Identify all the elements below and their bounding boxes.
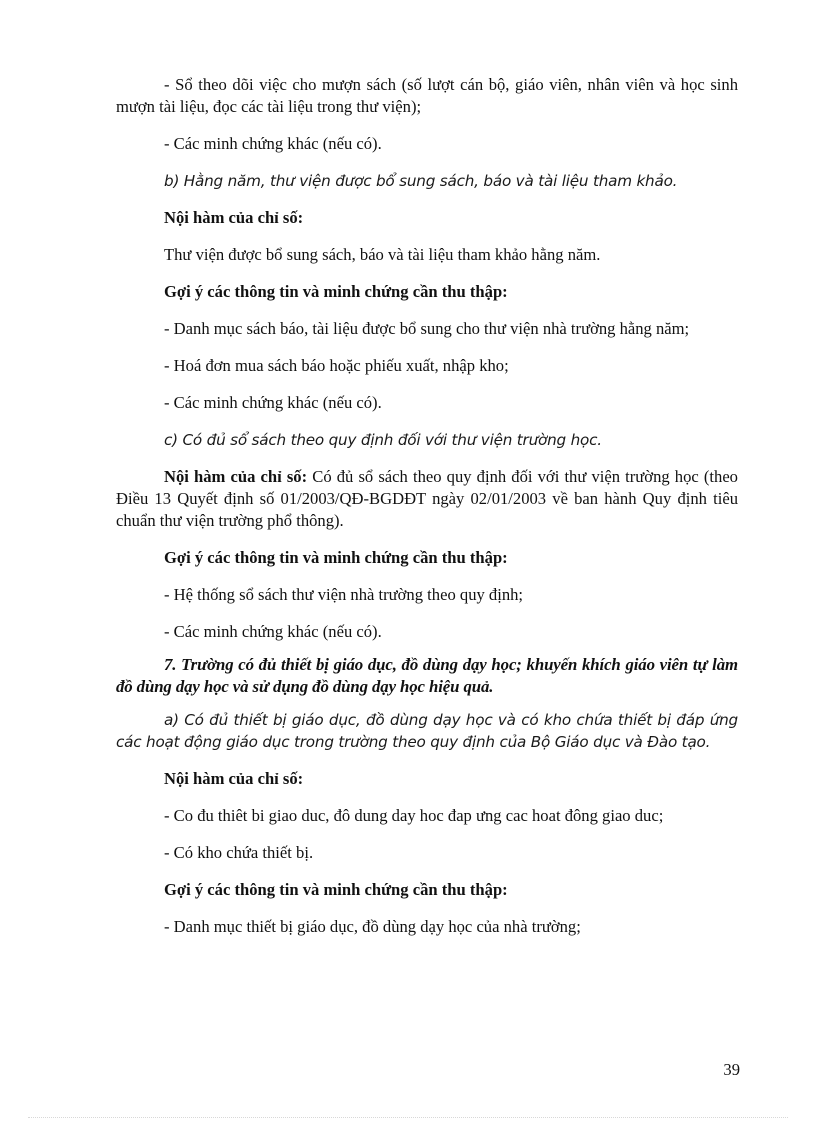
indicator-scope-heading: Nội hàm của chỉ số:: [164, 208, 304, 227]
evidence-item-ledger-system: - Hệ thống sổ sách thư viện nhà trường theo quy định;: [164, 585, 524, 604]
page-number: 39: [723, 1060, 740, 1079]
indicator-scope-paragraph: [116, 466, 738, 532]
evidence-item-other: - Các minh chứng khác (nếu có).: [164, 134, 382, 153]
evidence-item-equipment-list: - Danh mục thiết bị giáo dục, đồ dùng dạy học của nhà trường;: [164, 917, 581, 936]
evidence-item-catalog: - Danh mục sách báo, tài liệu được bổ sung cho thư viện nhà trường hằng năm;: [164, 319, 690, 338]
page-content: [116, 74, 738, 938]
indicator-scope-heading: Nội hàm của chỉ số:: [164, 769, 304, 788]
evidence-suggestion-heading: Gợi ý các thông tin và minh chứng cần thu thập:: [164, 880, 508, 899]
indicator-item-equipment: - Co đu thiêt bi giao duc, đô dung day hoc đap ưng cac hoat đông giao duc;: [164, 806, 664, 825]
section-7-heading: 7. Trường có đủ thiết bị giáo dục, đồ dùng dạy học; khuyến khích giáo viên tự làm đồ dùng dạy học và sử dụng đồ dùng dạy học hiệu quả.: [116, 655, 738, 696]
indicator-scope-text: Có đủ sổ sách theo quy định đối với thư viện trường học (theo Điều 13 Quyết định số 01/2003/QĐ-BGDĐT ngày 02/01/2003 về ban hành Quy định tiêu chuẩn thư viện trường phổ thông).: [116, 467, 738, 530]
criterion-c-heading: c) Có đủ sổ sách theo quy định đối với thư viện trường học.: [164, 431, 602, 449]
evidence-item-other: - Các minh chứng khác (nếu có).: [164, 393, 382, 412]
criterion-b-heading: b) Hằng năm, thư viện được bổ sung sách, báo và tài liệu tham khảo.: [164, 172, 678, 190]
evidence-item-invoice: - Hoá đơn mua sách báo hoặc phiếu xuất, nhập kho;: [164, 356, 509, 375]
evidence-suggestion-heading: Gợi ý các thông tin và minh chứng cần thu thập:: [164, 282, 508, 301]
evidence-item-lending-log: - Sổ theo dõi việc cho mượn sách (số lượt cán bộ, giáo viên, nhân viên và học sinh mượn tài liệu, đọc các tài liệu trong thư viện);: [116, 75, 738, 116]
footer-divider: [28, 1117, 788, 1118]
indicator-item-storage: - Có kho chứa thiết bị.: [164, 843, 314, 862]
indicator-scope-label: Nội hàm của chỉ số:: [164, 467, 308, 486]
indicator-scope-text: Thư viện được bổ sung sách, báo và tài liệu tham khảo hằng năm.: [164, 245, 601, 264]
evidence-item-other: - Các minh chứng khác (nếu có).: [164, 622, 382, 641]
evidence-suggestion-heading: Gợi ý các thông tin và minh chứng cần thu thập:: [164, 548, 508, 567]
criterion-a-heading: a) Có đủ thiết bị giáo dục, đồ dùng dạy học và có kho chứa thiết bị đáp ứng các hoạt động giáo dục trong trường theo quy định của Bộ Giáo dục và Đào tạo.: [116, 711, 738, 751]
